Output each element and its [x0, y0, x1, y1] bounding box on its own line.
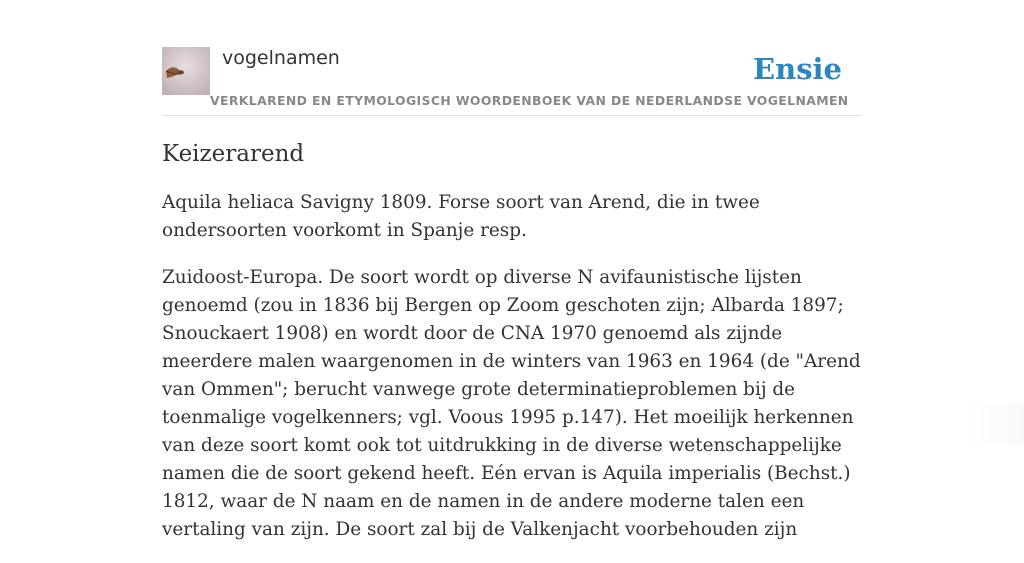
- bird-photo-icon: [162, 47, 210, 95]
- brand-logo[interactable]: Ensie: [753, 52, 842, 86]
- site-subtitle: VERKLAREND EN ETYMOLOGISCH WOORDENBOEK VAN DE NEDERLANDSE VOGELNAMEN: [210, 93, 849, 108]
- page-title: Keizerarend: [162, 141, 305, 167]
- article-paragraph: Aquila heliaca Savigny 1809. Forse soort van Arend, die in twee ondersoorten voorkomt in Spanje resp.: [162, 192, 760, 241]
- site-header: [162, 0, 862, 116]
- article: [162, 136, 867, 563]
- site-name[interactable]: vogelnamen: [222, 47, 340, 69]
- article-paragraph: Zuidoost-Europa. De soort wordt op diverse N avifaunistische lijsten genoemd (zou in 1836 bij Bergen op Zoom geschoten zijn; Albarda 1897; Snouckaert 1908) en wordt door de CNA 1970 genoemd als zijnde meerdere malen waargenomen in de winters van 1963 en 1964 (de "Arend van Ommen"; berucht vanwege grote determinatieproblemen bij de toenmalige vogelkenners; vgl. Voous 1995 p.147). Het moeilijk herkennen van deze soort komt ook tot uitdrukking in de diverse wetenschappelijke namen die de soort gekend heeft. Eén ervan is Aquila imperialis (Bechst.) 1812, waar de N naam en de namen in de andere moderne talen een vertaling van zijn. De soort zal bij de Valkenjacht voorbehouden zijn: [162, 267, 861, 540]
- scroll-fade: [964, 404, 1024, 444]
- avatar[interactable]: [162, 47, 210, 95]
